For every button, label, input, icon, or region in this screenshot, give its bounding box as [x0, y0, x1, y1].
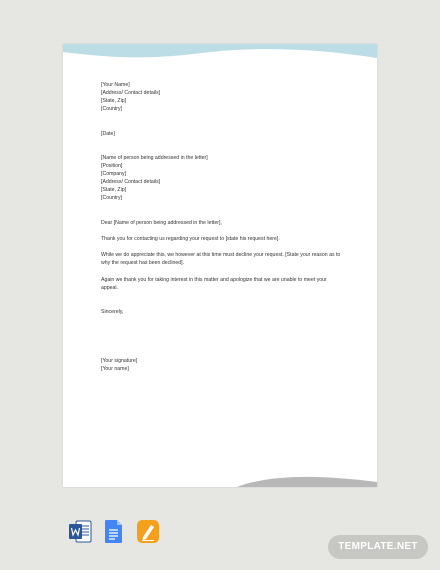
sender-country: [Country] — [101, 106, 123, 112]
paragraph-1: Thank you for contacting us regarding your request to [state his request here]. — [101, 236, 280, 242]
sender-block — [101, 81, 341, 113]
paragraph-3-block — [101, 276, 341, 292]
recipient-company: [Company] — [101, 171, 127, 177]
recipient-country: [Country] — [101, 195, 123, 201]
letter-date: [Date] — [101, 131, 115, 137]
recipient-position: [Position] — [101, 163, 123, 169]
top-wave-decoration — [63, 44, 377, 66]
sender-address: [Address/ Contact details] — [101, 90, 161, 96]
paragraph-2-block — [101, 251, 341, 267]
recipient-address: [Address/ Contact details] — [101, 179, 161, 185]
word-icon[interactable] — [68, 519, 92, 544]
paragraph-2: While we do appreciate this, we however at this time must decline your request. [State your reason as to why the request has been declined]. — [101, 252, 341, 266]
google-docs-icon[interactable] — [102, 519, 126, 544]
sender-name: [Your Name] — [101, 82, 130, 88]
template-net-watermark[interactable]: TEMPLATE.NET — [328, 535, 428, 559]
sender-state: [State, Zip] — [101, 98, 127, 104]
bottom-wave-decoration — [237, 473, 377, 487]
pages-icon[interactable] — [136, 519, 160, 544]
salutation-line — [101, 219, 341, 227]
signature-block — [101, 357, 341, 373]
recipient-block — [101, 154, 341, 202]
paragraph-1-block — [101, 235, 341, 243]
paragraph-3: Again we thank you for taking interest in this matter and apologize that we are unable to meet your appeal. — [101, 277, 327, 291]
date-line — [101, 130, 341, 138]
letter-page — [63, 44, 377, 487]
recipient-state: [State, Zip] — [101, 187, 127, 193]
signature-placeholder: [Your signature] — [101, 358, 138, 364]
signature-name: [Your name] — [101, 366, 129, 372]
app-icons — [68, 519, 160, 544]
salutation: Dear [Name of person being addressed in the letter], — [101, 220, 222, 226]
recipient-name: [Name of person being addressed in the letter] — [101, 155, 208, 161]
closing-line — [101, 308, 341, 316]
closing: Sincerely, — [101, 309, 124, 315]
